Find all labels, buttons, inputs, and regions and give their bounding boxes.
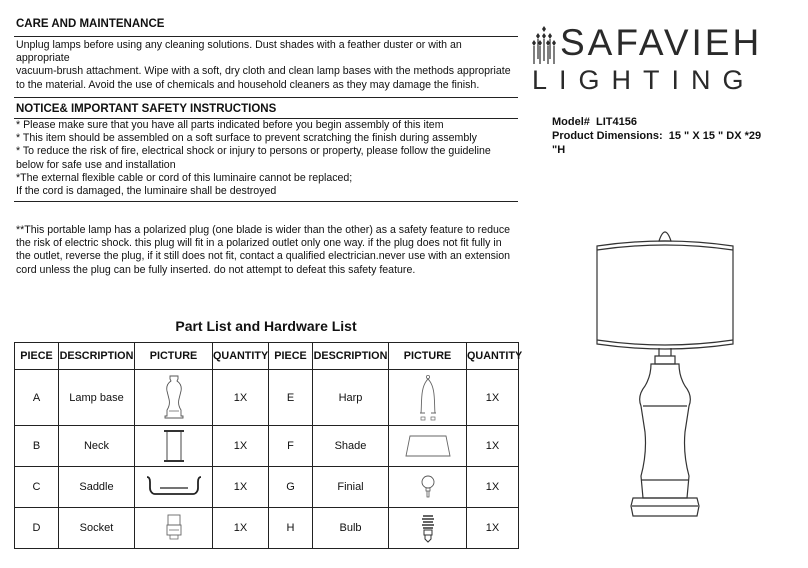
piece-cell: B (15, 426, 59, 467)
logo-mark-icon (531, 26, 557, 66)
header-piece: PIECE (269, 343, 313, 370)
description-cell: Shade (313, 426, 389, 467)
brand-sub: LIGHTING (532, 65, 756, 95)
dimensions-label: Product Dimensions: (552, 130, 663, 142)
piece-cell: E (269, 370, 313, 426)
description-cell: Finial (313, 467, 389, 508)
care-text (16, 39, 511, 92)
notice-line: * To reduce the risk of fire, electrical shock or injury to persons or property, please follow the guideline (16, 145, 491, 158)
care-line: appropriate (16, 52, 70, 65)
table-row (15, 467, 519, 508)
quantity-cell: 1X (213, 370, 269, 426)
header-piece: PIECE (15, 343, 59, 370)
quantity-cell: 1X (467, 426, 519, 467)
piece-cell: D (15, 508, 59, 549)
model-line (552, 116, 637, 130)
description-cell: Saddle (59, 467, 135, 508)
model-label: Model# (552, 116, 590, 128)
bulb-icon (389, 508, 467, 549)
header-description: DESCRIPTION (59, 343, 135, 370)
piece-cell: A (15, 370, 59, 426)
header-picture: PICTURE (135, 343, 213, 370)
plug-line: the risk of electric shock. this plug will fit in a polarized outlet only one way. if the plug does not fit fully in (16, 237, 502, 250)
description-cell: Harp (313, 370, 389, 426)
description-cell: Socket (59, 508, 135, 549)
dimensions-line (552, 130, 761, 144)
table-header-row (15, 343, 519, 370)
notice-heading: NOTICE& IMPORTANT SAFETY INSTRUCTIONS (16, 103, 277, 115)
divider (14, 36, 518, 37)
lamp-base-icon (135, 370, 213, 426)
notice-line: *The external flexible cable or cord of this luminaire cannot be replaced; (16, 171, 353, 184)
finial-icon (389, 467, 467, 508)
divider (14, 201, 518, 202)
quantity-cell: 1X (467, 467, 519, 508)
description-cell: Neck (59, 426, 135, 467)
header-description: DESCRIPTION (313, 343, 389, 370)
header-quantity: QUANTITY (467, 343, 519, 370)
notice-line: below for safe use and installation (16, 158, 176, 171)
quantity-cell: 1X (213, 467, 269, 508)
description-cell: Lamp base (59, 370, 135, 426)
notice-line: * This item should be assembled on a soft surface to prevent scratching the finish during assembly (16, 132, 477, 145)
quantity-cell: 1X (213, 426, 269, 467)
divider (14, 97, 518, 98)
notice-line: If the cord is damaged, the luminaire shall be destroyed (16, 185, 277, 198)
care-line: vacuum-brush attachment. Wipe with a soft, dry cloth and clean lamp bases with the methods appropriate (16, 65, 511, 78)
piece-cell: F (269, 426, 313, 467)
dimensions-value-cont: "H (552, 144, 566, 156)
plug-line: cord unless the plug can be fully inserted. do not attempt to defeat this safety feature. (16, 263, 416, 276)
plug-line: **This portable lamp has a polarized plug (one blade is wider than the other) as a safety feature to reduce (16, 224, 511, 236)
piece-cell: C (15, 467, 59, 508)
brand-name: SAFAVIEH (560, 22, 763, 63)
quantity-cell: 1X (213, 508, 269, 549)
care-line: Unplug lamps before using any cleaning solutions. Dust shades with a feather duster or with an (16, 39, 462, 51)
quantity-cell: 1X (467, 508, 519, 549)
table-row (15, 508, 519, 549)
table-lamp-drawing (585, 228, 745, 533)
plug-text (16, 224, 510, 277)
table-row (15, 370, 519, 426)
saddle-icon (135, 467, 213, 508)
care-heading: CARE AND MAINTENANCE (16, 18, 165, 30)
description-cell: Bulb (313, 508, 389, 549)
neck-icon (135, 426, 213, 467)
notice-line: * Please make sure that you have all parts indicated before you begin assembly of this item (16, 119, 444, 131)
shade-icon (389, 426, 467, 467)
notice-text (16, 119, 491, 198)
header-picture: PICTURE (389, 343, 467, 370)
model-value: LIT4156 (596, 116, 637, 128)
header-quantity: QUANTITY (213, 343, 269, 370)
dimensions-value: 15 " X 15 " DX *29 (668, 130, 762, 142)
socket-icon (135, 508, 213, 549)
parts-table (14, 342, 523, 549)
piece-cell: H (269, 508, 313, 549)
table-row (15, 426, 519, 467)
harp-icon (389, 370, 467, 426)
parts-title: Part List and Hardware List (175, 318, 357, 334)
plug-line: the outlet, reverse the plug, if it still does not fit, contact a qualified electrician.never use with an extension (16, 250, 511, 263)
care-line: to the material. Avoid the use of chemicals and household cleaners as they may damage the finish. (16, 78, 480, 91)
piece-cell: G (269, 467, 313, 508)
quantity-cell: 1X (467, 370, 519, 426)
